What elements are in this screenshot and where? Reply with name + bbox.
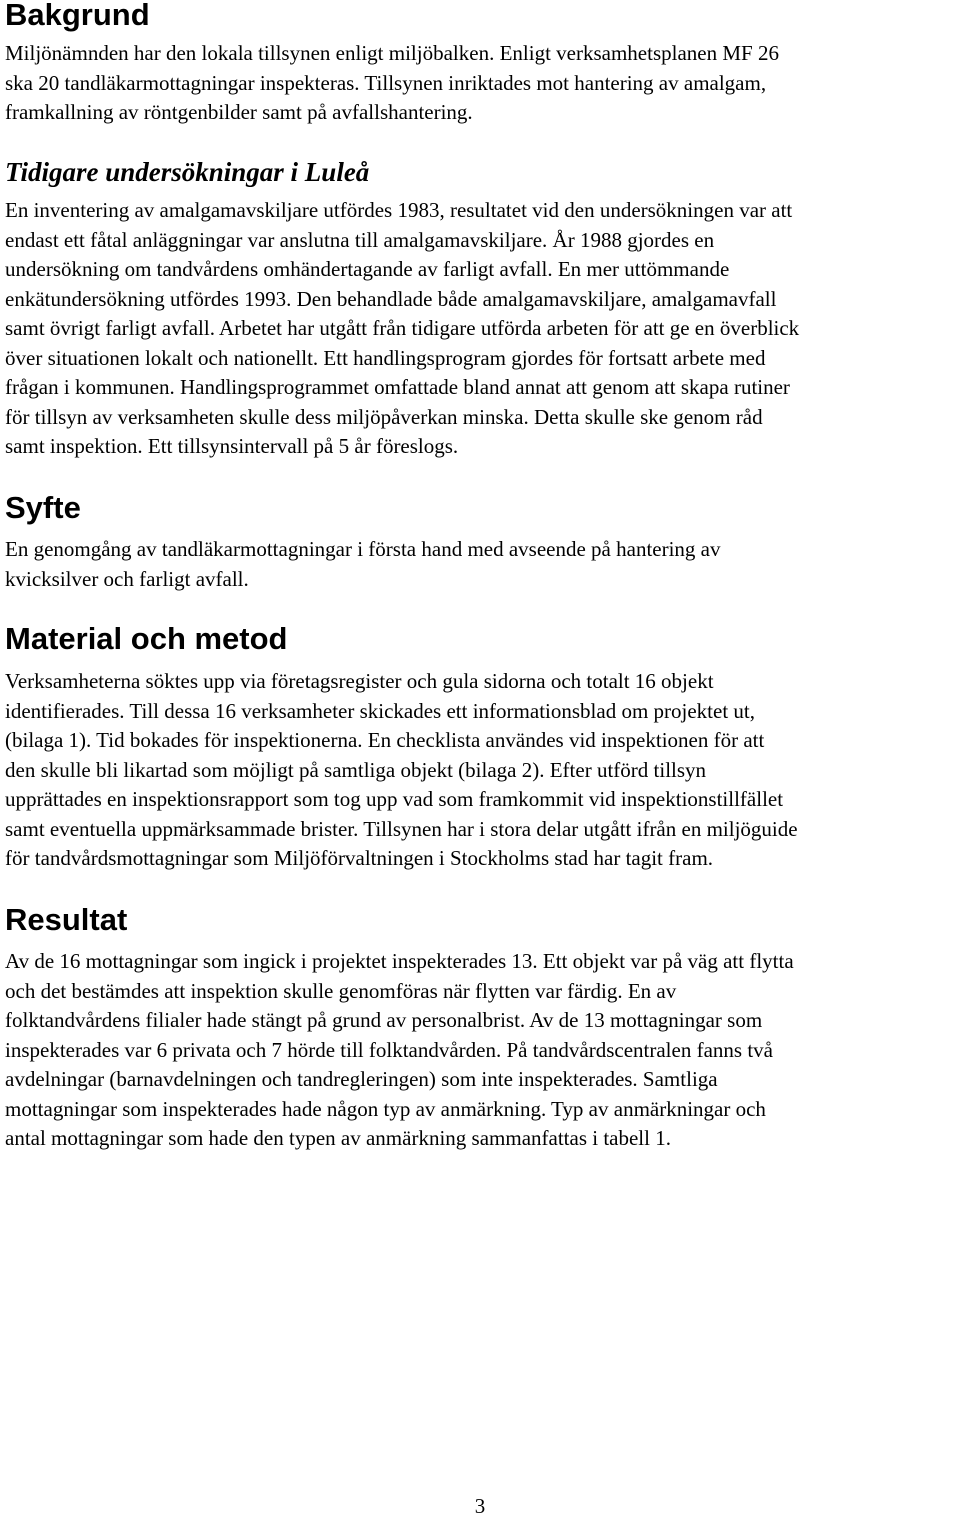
page-number: 3 — [474, 1494, 486, 1518]
paragraph-resultat: Av de 16 mottagningar som ingick i projektet inspekterades 13. Ett objekt var på väg att flytta och det bestämdes att inspektion skulle genomföras när flytten var färdig. En av folktandvårdens filialer hade stängt på grund av personalbrist. Av de 13 mottagningar som inspekterades var 6 privata och 7 hörde till folktandvården. På tandvårdscentralen fanns två avdelningar (barnavdelningen och tandregleringen) som inte inspekterades. Samtliga mottagningar som inspekterades hade någon typ av anmärkning. Typ av anmärkningar och antal mottagningar som hade den typen av anmärkning sammanfattas i tabell 1. — [5, 949, 794, 1150]
heading-material-och-metod: Material och metod — [5, 621, 288, 656]
paragraph-bakgrund: Miljönämnden har den lokala tillsynen enligt miljöbalken. Enligt verksamhetsplanen MF 26 ska 20 tandläkarmottagningar inspekteras. Tillsynen inriktades mot hantering av amalgam, framkallning av röntgenbilder samt på avfallshantering. — [5, 41, 779, 124]
heading-syfte: Syfte — [5, 490, 81, 525]
paragraph-tidigare-undersokningar: En inventering av amalgamavskiljare utfördes 1983, resultatet vid den undersökningen var att endast ett fåtal anläggningar var anslutna till amalgamavskiljare. År 1988 gjordes en undersökning om tandvårdens omhändertagande av farligt avfall. En mer uttömmande enkätundersökning utfördes 1993. Den behandlade både amalgamavskiljare, amalgamavfall samt övrigt farligt avfall. Arbetet har utgått från tidigare utförda arbeten för att ge en överblick över situationen lokalt och nationellt. Ett handlingsprogram gjordes för fortsatt arbete med frågan i kommunen. Handlingsprogrammet omfattade bland annat att genom att skapa rutiner för tillsyn av verksamheten skulle dess miljöpåverkan minska. Detta skulle ske genom råd samt inspektion. Ett tillsynsintervall på 5 år föreslogs. — [5, 198, 800, 458]
paragraph-syfte: En genomgång av tandläkarmottagningar i första hand med avseende på hantering av kvicksilver och farligt avfall. — [5, 537, 721, 591]
paragraph-material-och-metod: Verksamheterna söktes upp via företagsregister och gula sidorna och totalt 16 objekt identifierades. Till dessa 16 verksamheter skickades ett informationsblad om projektet ut, (bilaga 1). Tid bokades för inspektionerna. En checklista användes vid inspektionen för att den skulle bli likartad som möjligt på samtliga objekt (bilaga 2). Efter utförd tillsyn upprättades en inspektionsrapport som tog upp vad som framkommit vid inspektionstillfället samt eventuella uppmärksammade brister. Tillsynen har i stora delar utgått ifrån en miljöguide för tandvårdsmottagningar som Miljöförvaltningen i Stockholms stad har tagit fram. — [5, 669, 798, 870]
heading-resultat: Resultat — [5, 902, 128, 937]
heading-bakgrund: Bakgrund — [5, 0, 150, 32]
heading-tidigare-undersokningar: Tidigare undersökningar i Luleå — [5, 157, 370, 187]
